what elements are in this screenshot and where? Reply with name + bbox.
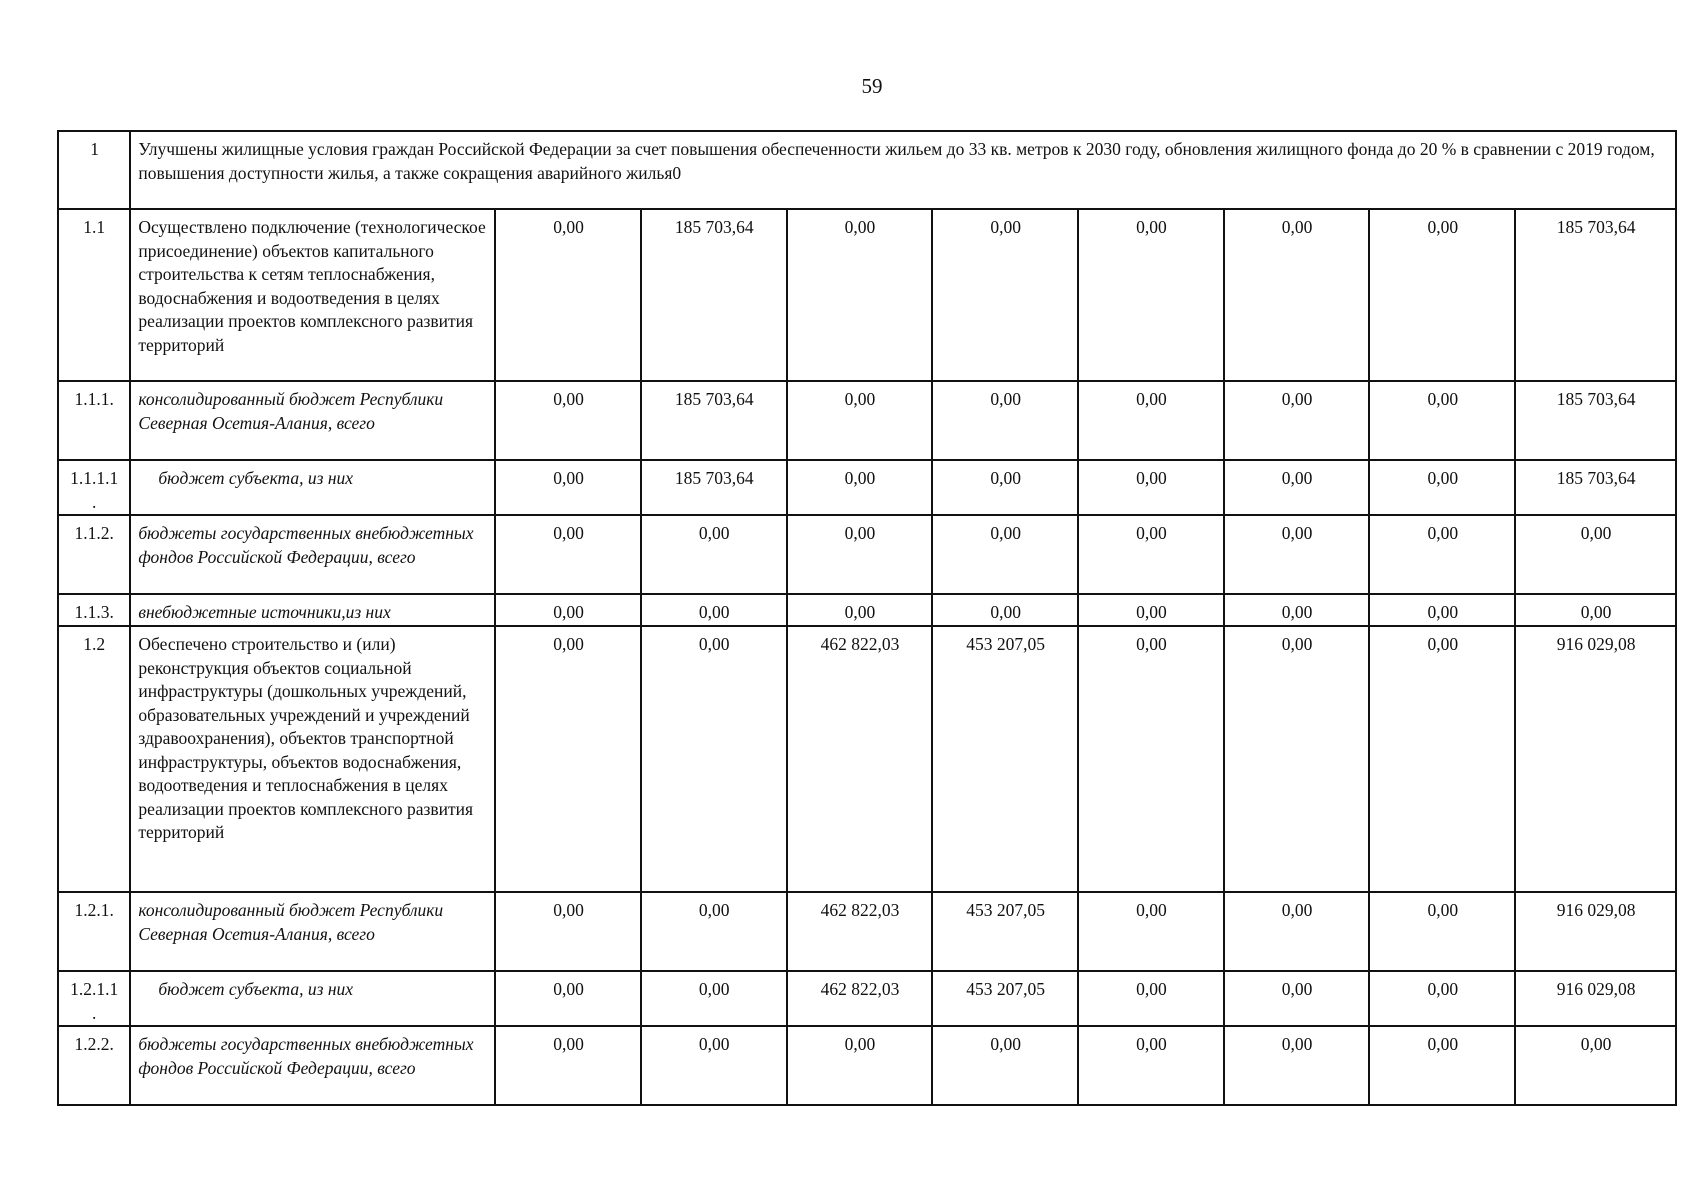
value-cell: 462 822,03 [787,626,933,892]
table-row [58,594,1676,626]
row-label: внебюджетные источники,из них [130,594,495,626]
value-cell: 0,00 [641,626,787,892]
value-cell: 0,00 [787,594,933,626]
row-code: 1.1 [58,209,130,381]
row-label: бюджеты государственных внебюджетных фондов Российской Федерации, всего [130,515,495,594]
table-row [58,971,1676,1026]
table-row [58,1026,1676,1105]
section-code: 1 [58,131,130,209]
table-row [58,209,1676,381]
value-cell: 0,00 [1369,594,1515,626]
value-cell: 0,00 [1078,1026,1224,1105]
value-cell: 0,00 [787,460,933,515]
value-cell: 916 029,08 [1515,971,1676,1026]
value-cell: 0,00 [1515,1026,1676,1105]
row-label: бюджет субъекта, из них [130,460,495,515]
row-code: 1.1.2. [58,515,130,594]
value-cell: 0,00 [1369,892,1515,971]
value-cell: 453 207,05 [932,971,1078,1026]
row-code: 1.2.2. [58,1026,130,1105]
value-cell: 0,00 [932,381,1078,460]
value-cell: 0,00 [1515,515,1676,594]
page-number: 59 [861,74,883,98]
value-cell: 453 207,05 [932,892,1078,971]
value-cell: 0,00 [1224,594,1370,626]
value-cell: 0,00 [1078,892,1224,971]
row-label: Обеспечено строительство и (или) реконструкция объектов социальной инфраструктуры (дошкольных учреждений, образовательных учреждений и учреждений здравоохранения), объектов транспортной инфраструктуры, объектов водоснабжения, водоотведения и теплоснабжения в целях реализации проектов комплексного развития территорий [130,626,495,892]
value-cell: 0,00 [495,1026,641,1105]
value-cell: 0,00 [1224,515,1370,594]
value-cell: 0,00 [1224,892,1370,971]
value-cell: 0,00 [787,381,933,460]
value-cell: 916 029,08 [1515,892,1676,971]
section-title: Улучшены жилищные условия граждан Российской Федерации за счет повышения обеспеченности жильем до 33 кв. метров к 2030 году, обновления жилищного фонда до 20 % в сравнении с 2019 годом, повышения доступности жилья, а также сокращения аварийного жилья0 [130,131,1676,209]
row-label: бюджеты государственных внебюджетных фондов Российской Федерации, всего [130,1026,495,1105]
value-cell: 0,00 [1369,209,1515,381]
value-cell: 0,00 [932,594,1078,626]
value-cell: 0,00 [1224,971,1370,1026]
row-code: 1.2.1. [58,892,130,971]
financing-table [57,130,1677,1106]
row-code: 1.1.1. [58,381,130,460]
value-cell: 0,00 [495,515,641,594]
value-cell: 0,00 [641,892,787,971]
value-cell: 0,00 [932,460,1078,515]
value-cell: 0,00 [1224,460,1370,515]
value-cell: 0,00 [1515,594,1676,626]
value-cell: 185 703,64 [1515,460,1676,515]
value-cell: 0,00 [1369,1026,1515,1105]
value-cell: 0,00 [495,594,641,626]
value-cell: 453 207,05 [932,626,1078,892]
value-cell: 0,00 [641,971,787,1026]
value-cell: 0,00 [1078,460,1224,515]
value-cell: 185 703,64 [1515,209,1676,381]
value-cell: 0,00 [1078,209,1224,381]
value-cell: 462 822,03 [787,892,933,971]
value-cell: 916 029,08 [1515,626,1676,892]
value-cell: 0,00 [1078,515,1224,594]
value-cell: 0,00 [1078,626,1224,892]
value-cell: 0,00 [1369,460,1515,515]
table-row [58,515,1676,594]
value-cell: 0,00 [1369,381,1515,460]
row-code: 1.1.3. [58,594,130,626]
table-row [58,626,1676,892]
table-row [58,460,1676,515]
value-cell: 0,00 [495,381,641,460]
value-cell: 185 703,64 [641,209,787,381]
value-cell: 0,00 [495,460,641,515]
value-cell: 0,00 [787,1026,933,1105]
row-code: 1.1.1.1 . [58,460,130,515]
row-label: Осуществлено подключение (технологическое присоединение) объектов капитального строительства к сетям теплоснабжения, водоснабжения и водоотведения в целях реализации проектов комплексного развития территорий [130,209,495,381]
value-cell: 185 703,64 [641,460,787,515]
value-cell: 0,00 [1224,626,1370,892]
value-cell: 185 703,64 [1515,381,1676,460]
value-cell: 0,00 [1224,209,1370,381]
value-cell: 0,00 [787,515,933,594]
row-code: 1.2.1.1 . [58,971,130,1026]
value-cell: 0,00 [1078,381,1224,460]
row-label: консолидированный бюджет Республики Северная Осетия-Алания, всего [130,381,495,460]
value-cell: 0,00 [1078,971,1224,1026]
row-label: консолидированный бюджет Республики Северная Осетия-Алания, всего [130,892,495,971]
value-cell: 0,00 [641,594,787,626]
value-cell: 462 822,03 [787,971,933,1026]
value-cell: 0,00 [1224,1026,1370,1105]
value-cell: 0,00 [495,892,641,971]
value-cell: 0,00 [787,209,933,381]
value-cell: 0,00 [641,1026,787,1105]
value-cell: 0,00 [1078,594,1224,626]
row-label: бюджет субъекта, из них [130,971,495,1026]
value-cell: 185 703,64 [641,381,787,460]
value-cell: 0,00 [495,209,641,381]
value-cell: 0,00 [641,515,787,594]
value-cell: 0,00 [932,1026,1078,1105]
value-cell: 0,00 [1369,626,1515,892]
value-cell: 0,00 [495,971,641,1026]
section-row [58,131,1676,209]
row-code: 1.2 [58,626,130,892]
value-cell: 0,00 [932,209,1078,381]
value-cell: 0,00 [1224,381,1370,460]
table-row [58,381,1676,460]
value-cell: 0,00 [932,515,1078,594]
value-cell: 0,00 [1369,971,1515,1026]
table-row [58,892,1676,971]
value-cell: 0,00 [1369,515,1515,594]
value-cell: 0,00 [495,626,641,892]
